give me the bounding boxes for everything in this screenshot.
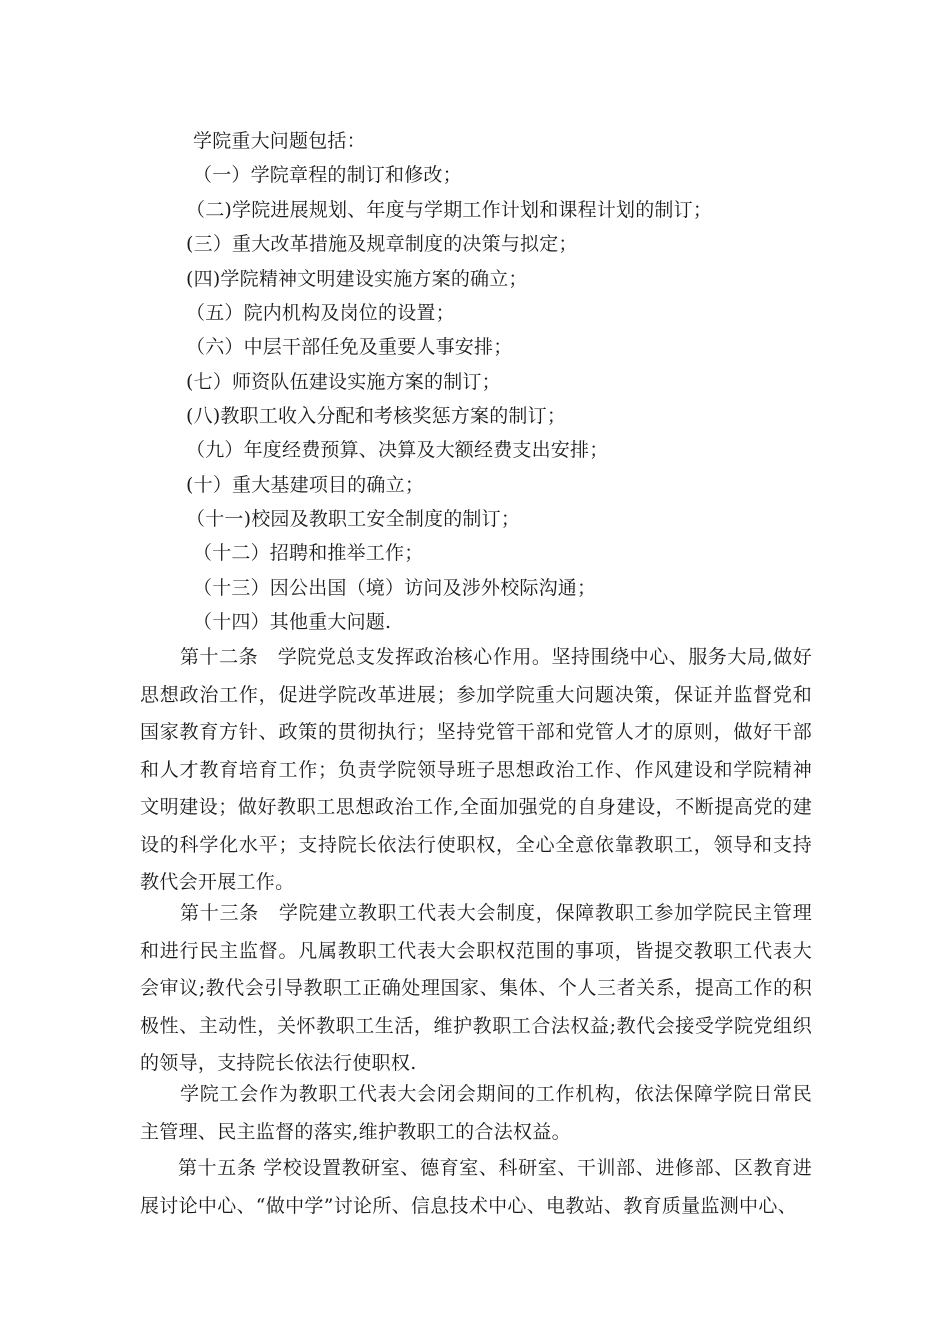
article-15-paragraph: 第十五条 学校设置教研室、德育室、科研室、干训部、进修部、区教育进展讨论中心、“做中学”讨论所、信息技术中心、电教站、教育质量监测中心、 xyxy=(140,1157,812,1217)
list-item: (三）重大改革措施及规章制度的决策与拟定； xyxy=(186,233,578,255)
list-item: （十一)校园及教职工安全制度的制订； xyxy=(186,508,521,530)
list-item: (七）师资队伍建设实施方案的制订； xyxy=(186,371,501,393)
list-item: （九）年度经费预算、决算及大额经费支出安排； xyxy=(186,439,609,461)
list-item: （十二）招聘和推举工作； xyxy=(193,542,424,564)
list-item: (十）重大基建项目的确立； xyxy=(186,474,425,496)
list-item: （五）院内机构及岗位的设置； xyxy=(186,302,455,324)
list-intro: 学院重大问题包括： xyxy=(193,130,366,152)
list-item: （一）学院章程的制订和修改； xyxy=(193,164,462,186)
union-paragraph: 学院工会作为教职工代表大会闭会期间的工作机构，依法保障学院日常民主管理、民主监督的落实,维护教职工的合法权益。 xyxy=(140,1083,812,1143)
list-item: （十四）其他重大问题. xyxy=(193,611,392,633)
list-item: (八)教职工收入分配和考核奖惩方案的制订； xyxy=(186,405,567,427)
list-item: （十三）因公出国（境）访问及涉外校际沟通； xyxy=(193,577,597,599)
list-item: （六）中层干部任免及重要人事安排； xyxy=(186,336,513,358)
list-item: （二)学院进展规划、年度与学期工作计划和课程计划的制订； xyxy=(186,199,713,221)
article-13-paragraph: 第十三条 学院建立教职工代表大会制度，保障教职工参加学院民主管理和进行民主监督。凡属教职工代表大会职权范围的事项，皆提交教职工代表大会审议;教代会引导教职工正确处理国家、集体、个人三者关系，提高工作的积极性、主动性，关怀教职工生活，维护教职工合法权益;教代会接受学院党组织的领导，支持院长依法行使职权. xyxy=(140,902,812,1074)
list-item: (四)学院精神文明建设实施方案的确立； xyxy=(186,268,528,290)
article-12-paragraph: 第十二条 学院党总支发挥政治核心作用。坚持围绕中心、服务大局,做好思想政治工作，促进学院改革进展；参加学院重大问题决策，保证并监督党和国家教育方针、政策的贯彻执行；坚持党管干部和党管人才的原则，做好干部和人才教育培育工作；负责学院领导班子思想政治工作、作风建设和学院精神文明建设；做好教职工思想政治工作,全面加强党的自身建设，不断提高党的建设的科学化水平；支持院长依法行使职权，全心全意依靠教职工，领导和支持教代会开展工作。 xyxy=(140,646,812,893)
